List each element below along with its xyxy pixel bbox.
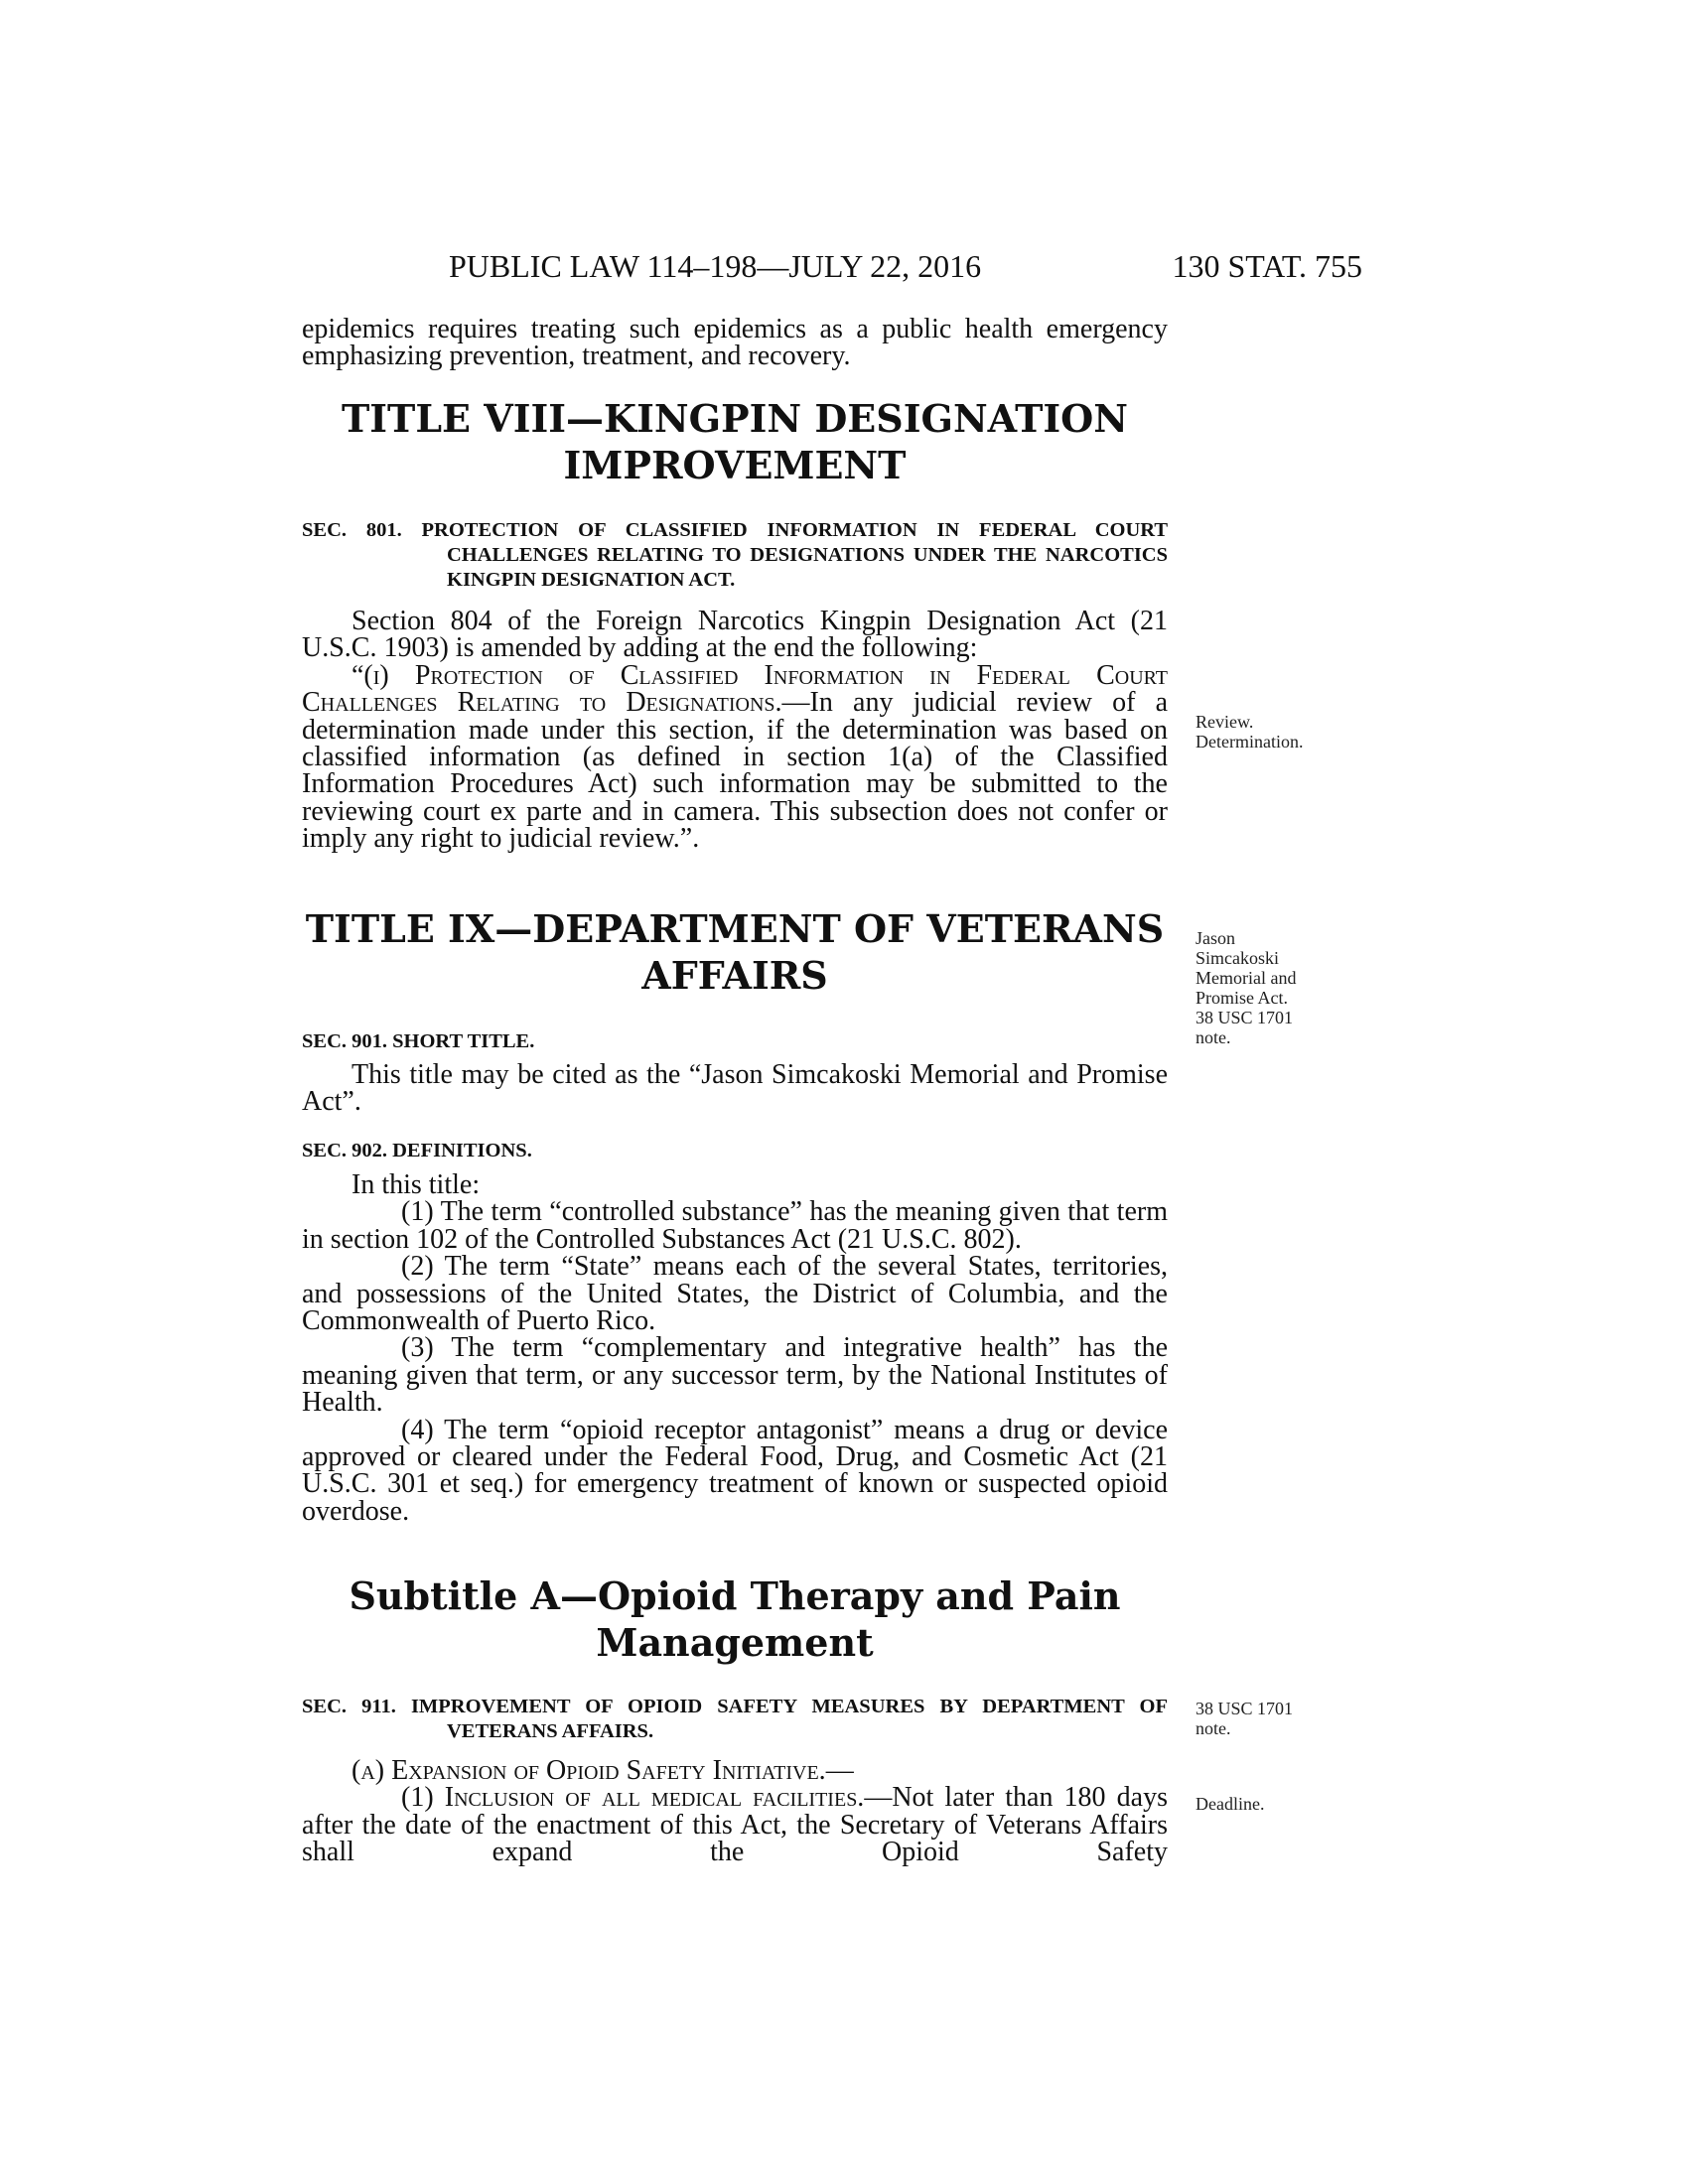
sec-801-subsection-caption: “(i) Protection of Classified Information in Federal Court Challenges Relating to Designations. bbox=[302, 659, 1168, 719]
sec-902-body bbox=[302, 1171, 1168, 1525]
title-viii-line1: TITLE VIII—KINGPIN DESIGNATION bbox=[342, 396, 1128, 441]
definition-item: (2) The term “State” means each of the several States, territories, and possessions of the United States, the District of Columbia, and the Commonwealth of Puerto Rico. bbox=[302, 1251, 1168, 1337]
margin-note-line: Simcakoski bbox=[1196, 948, 1279, 968]
margin-note-line: 38 USC 1701 bbox=[1196, 1699, 1294, 1718]
sec-801-body bbox=[302, 608, 1168, 853]
title-viii-line2: IMPROVEMENT bbox=[563, 443, 907, 487]
title-ix-line1: TITLE IX—DEPARTMENT OF VETERANS bbox=[305, 906, 1165, 951]
sec-801-subsection-text: —In any judicial review of a determination made under this section, if the determination was based on classified information (as defined in section 1(a) of the Classified Information Procedures Act) such information may be submitted to the reviewing court ex parte and in camera. This subsection does not confer or imply any right to judicial review.”. bbox=[302, 687, 1169, 855]
margin-note-deadline: Deadline. bbox=[1196, 1794, 1265, 1814]
margin-note-review-line: Review. bbox=[1196, 712, 1254, 732]
sec-911-body bbox=[302, 1757, 1168, 1866]
sec-801-heading bbox=[302, 518, 1168, 593]
running-header-stat: 130 STAT. 755 bbox=[1172, 248, 1362, 284]
sec-911-heading bbox=[302, 1695, 1168, 1744]
sec-911-number: SEC. 911. bbox=[302, 1696, 396, 1717]
title-ix-line2: AFFAIRS bbox=[641, 953, 828, 998]
sec-902-heading: SEC. 902. DEFINITIONS. bbox=[302, 1140, 532, 1161]
title-viii-heading bbox=[302, 395, 1168, 488]
margin-note-short-title bbox=[1196, 928, 1354, 1047]
sec-801-number: SEC. 801. bbox=[302, 519, 402, 541]
sec-901-heading: SEC. 901. SHORT TITLE. bbox=[302, 1030, 535, 1052]
sec-911-subsection-a-caption: (a) Expansion of Opioid Safety Initiative. bbox=[352, 1755, 826, 1786]
intro-paragraph: epidemics requires treating such epidemics as a public health emergency emphasizing prevention, treatment, and recovery. bbox=[302, 314, 1168, 372]
sec-911-paragraph-1 bbox=[302, 1782, 1168, 1868]
margin-note-line: 38 USC 1701 bbox=[1196, 1008, 1294, 1027]
subtitle-a-line2: Management bbox=[596, 1620, 874, 1665]
sec-911-subsection-a bbox=[302, 1757, 1168, 1784]
sec-801-paragraph-2 bbox=[302, 659, 1169, 855]
sec-911-subsection-a-dash: — bbox=[825, 1755, 854, 1786]
margin-note-line: note. bbox=[1196, 1718, 1231, 1738]
definition-item: (4) The term “opioid receptor antagonist” means a drug or device approved or cleared under the Federal Food, Drug, and Cosmetic Act (21 U.S.C. 301 et seq.) for emergency treatment of known or suspected opioid overdose. bbox=[302, 1414, 1168, 1527]
margin-note-line: Memorial and bbox=[1196, 968, 1297, 988]
sec-801-title: PROTECTION OF CLASSIFIED INFORMATION IN FEDERAL COURT CHALLENGES RELATING TO DESIGNATIONS UNDER THE NARCOTICS KINGPIN DESIGNATION ACT. bbox=[421, 519, 1169, 591]
running-header-law: PUBLIC LAW 114–198—JULY 22, 2016 bbox=[449, 248, 982, 284]
margin-note-line: Promise Act. bbox=[1196, 988, 1288, 1008]
sec-911-title: IMPROVEMENT OF OPIOID SAFETY MEASURES BY DEPARTMENT OF VETERANS AFFAIRS. bbox=[410, 1696, 1169, 1742]
margin-note-usc-911 bbox=[1196, 1699, 1354, 1738]
sec-911-paragraph-1-caption: (1) Inclusion of all medical facilities. bbox=[401, 1782, 865, 1814]
definition-item: (1) The term “controlled substance” has the meaning given that term in section 102 of the Controlled Substances Act (21 U.S.C. 802). bbox=[302, 1196, 1168, 1255]
subtitle-a-heading bbox=[302, 1572, 1168, 1666]
definition-item: (3) The term “complementary and integrative health” has the meaning given that term, or any successor term, by the National Institutes of Health. bbox=[302, 1332, 1168, 1419]
sec-902-lead: In this title: bbox=[352, 1169, 481, 1200]
sec-911-paragraph-1-text: —Not later than 180 days after the date of the enactment of this Act, the Secretary of Veterans Affairs shall expand the Opioid Safety bbox=[302, 1782, 1168, 1868]
margin-note-line: note. bbox=[1196, 1027, 1231, 1047]
sec-901-body bbox=[302, 1061, 1168, 1116]
sec-901-text: This title may be cited as the “Jason Simcakoski Memorial and Promise Act”. bbox=[302, 1059, 1168, 1118]
sec-801-paragraph-1: Section 804 of the Foreign Narcotics Kingpin Designation Act (21 U.S.C. 1903) is amended by adding at the end the following: bbox=[302, 606, 1168, 664]
title-ix-heading bbox=[302, 905, 1168, 999]
subtitle-a-line1: Subtitle A—Opioid Therapy and Pain bbox=[349, 1573, 1121, 1618]
margin-note-determination-line: Determination. bbox=[1196, 732, 1304, 751]
margin-note-line: Jason bbox=[1196, 928, 1235, 948]
margin-note-review bbox=[1196, 712, 1354, 751]
